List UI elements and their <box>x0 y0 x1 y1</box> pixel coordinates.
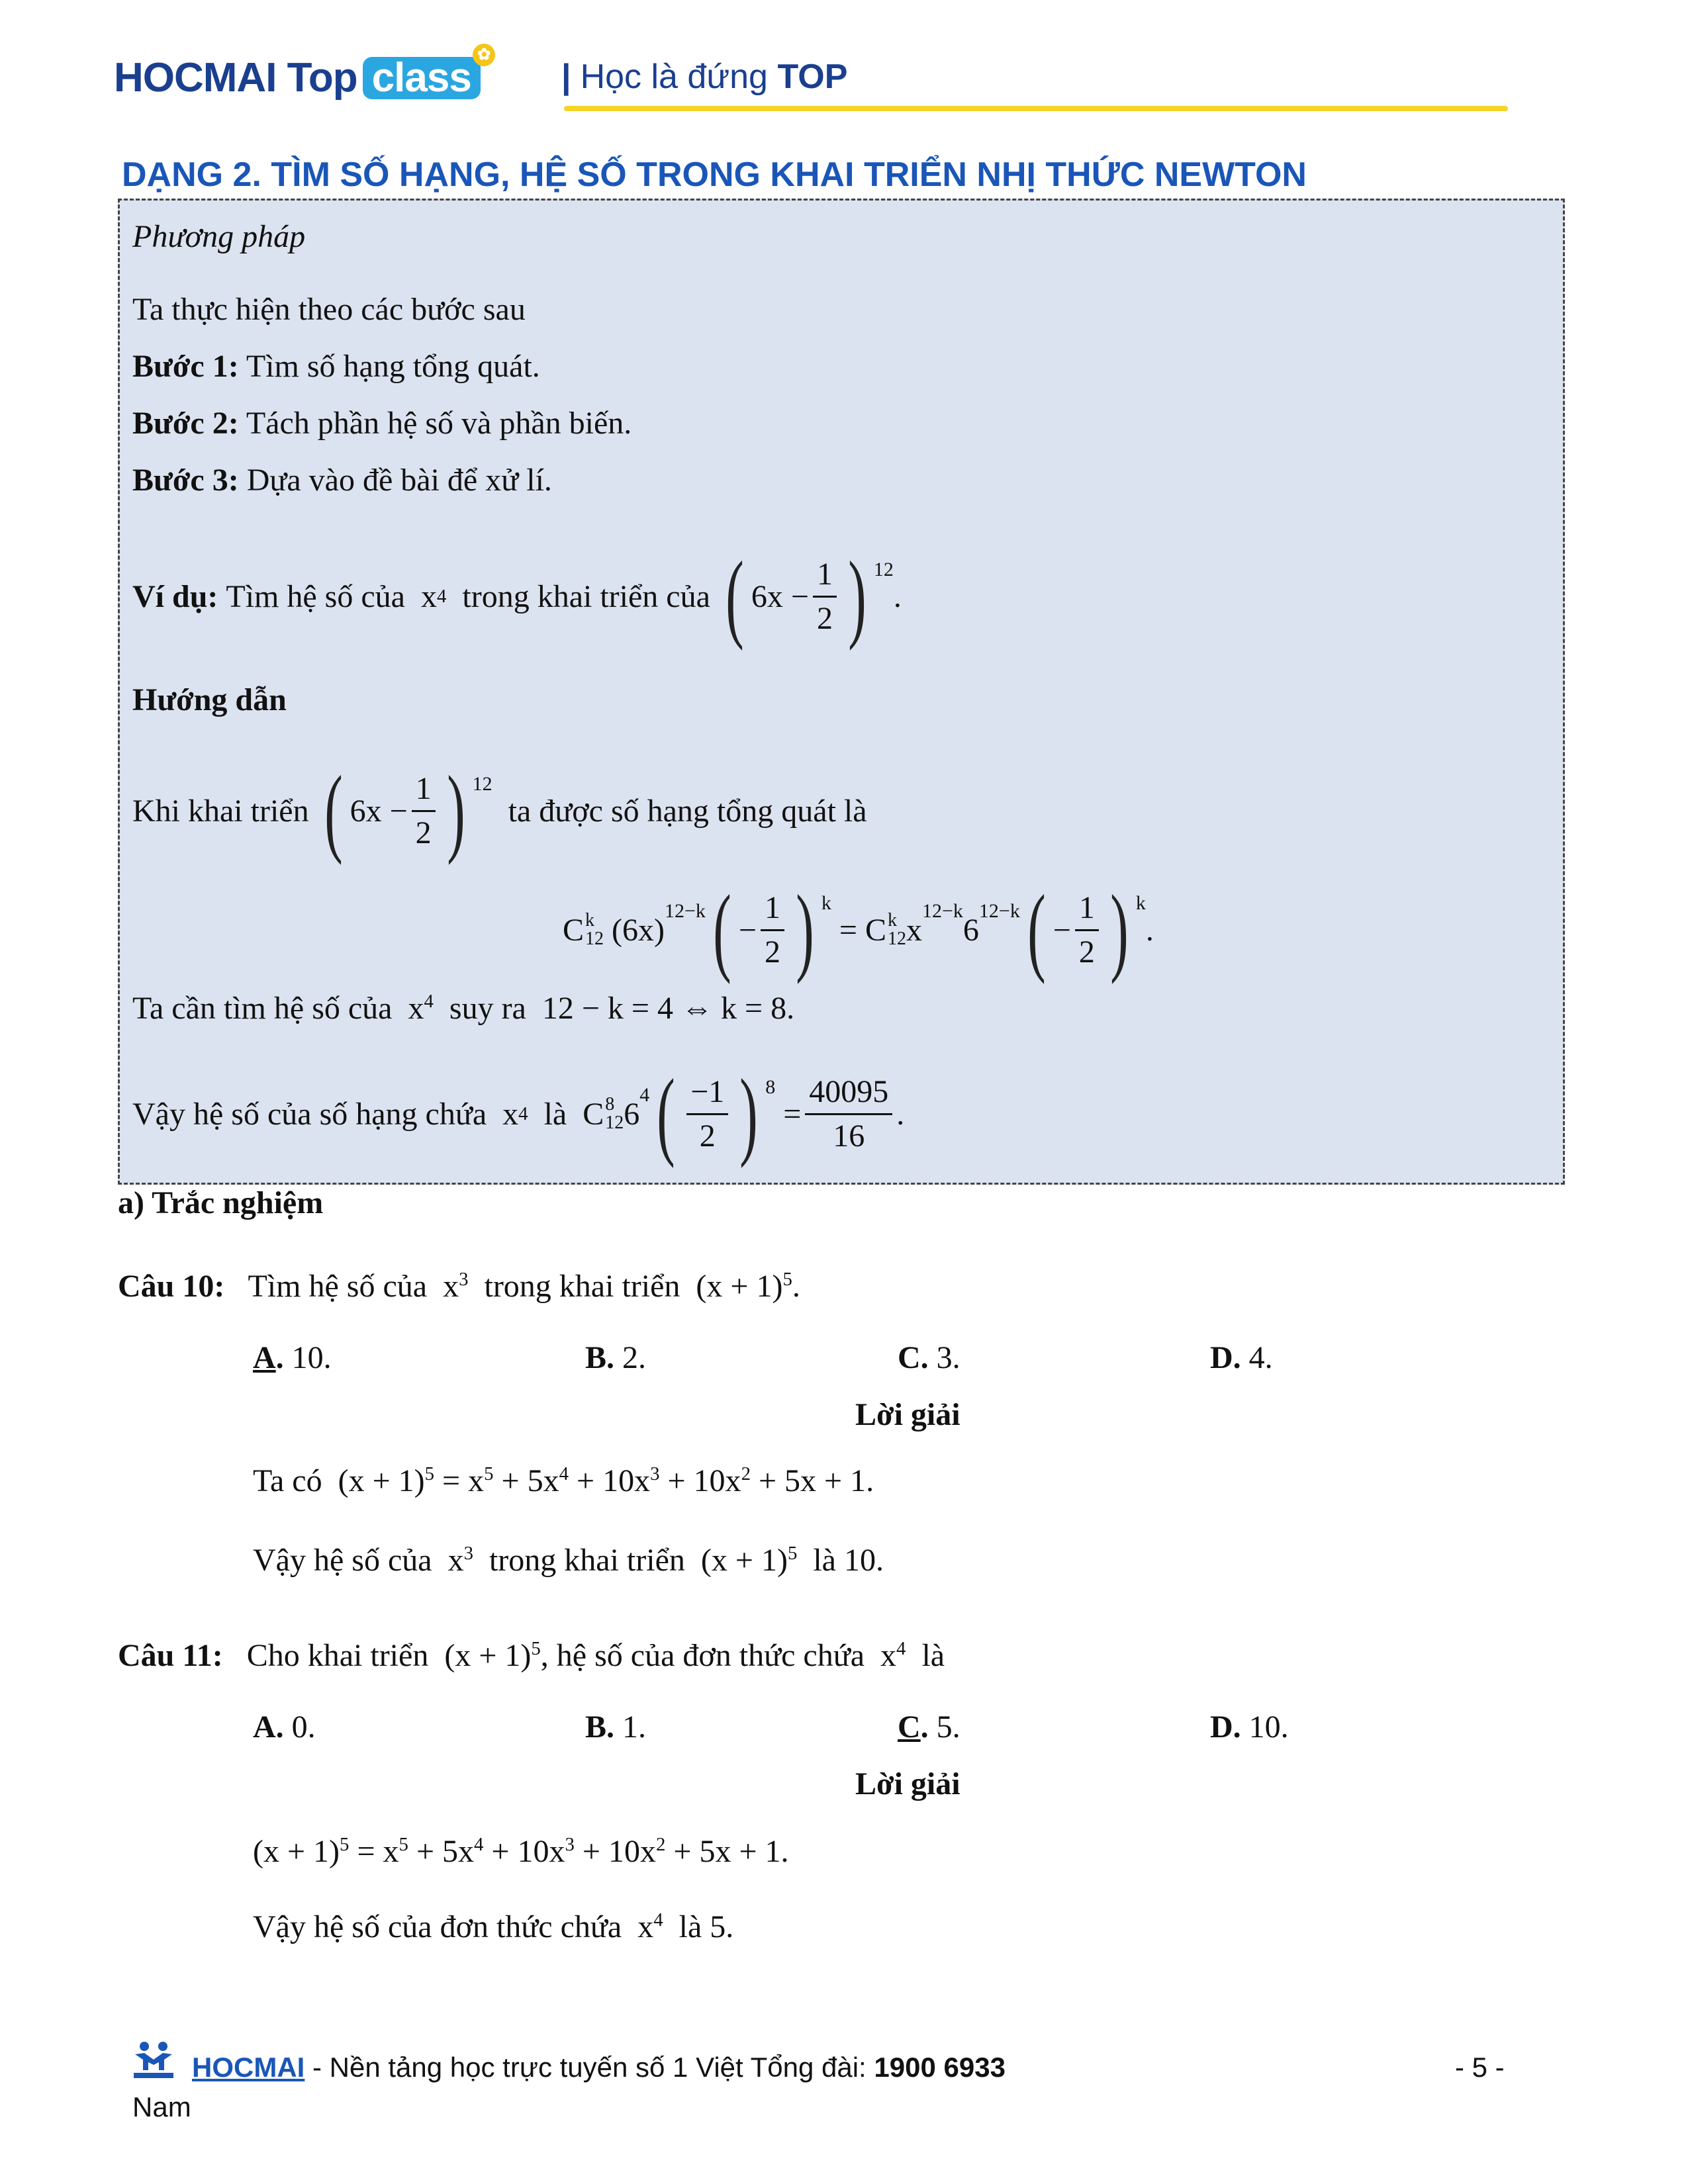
guide-line3-a: Ta cần tìm hệ số của <box>132 991 393 1026</box>
q11-solution-heading <box>855 1766 961 1802</box>
header-underline <box>564 106 1508 111</box>
footer-wrap-text: Nam <box>132 2091 191 2122</box>
section-title: DẠNG 2. TÌM SỐ HẠNG, HỆ SỐ TRONG KHAI TRIỂN NHỊ THỨC NEWTON <box>122 156 1307 194</box>
footer-brand-link[interactable]: HOCMAI <box>192 2052 305 2083</box>
guide-line1-a: Khi khai triển <box>132 793 309 829</box>
q10-option-b-letter: B <box>585 1340 607 1375</box>
general-term-formula: C k 12 (6x) 12−k ( − $\frac{1}{2}$ ) k = C k 12 x 12−k 6 12−k ( − $\frac{1}{2}$ ) k . <box>563 875 1154 985</box>
q10-option-a-letter: A <box>253 1340 276 1375</box>
step-2-text: Tách phần hệ số và phần biến. <box>246 406 632 441</box>
q11-solution-heading-text: Lời giải <box>855 1766 961 1801</box>
guide-line-3: Ta cần tìm hệ số của $x^4$ suy ra 12 − k = 4 ⇔ k = 8. <box>132 991 795 1026</box>
step-1-label: Bước 1: <box>132 349 239 384</box>
q10-solution-heading <box>855 1396 961 1433</box>
q10-label: Câu 10: <box>118 1269 225 1304</box>
q10-text-a: Tìm hệ số của <box>248 1269 428 1304</box>
section-a-heading <box>118 1185 323 1221</box>
guide-heading <box>132 682 287 718</box>
section-a-text: a) Trắc nghiệm <box>118 1185 324 1220</box>
q10-option-c[interactable]: C. 3. <box>898 1340 961 1375</box>
q11-option-b-value: 1. <box>622 1709 647 1745</box>
q11-option-c-value: 5. <box>936 1709 961 1745</box>
example-line: Ví dụ: Tìm hệ số của x 4 trong khai triển của ( 6x − $\frac{1}{2}$ ) 12 . <box>132 541 902 651</box>
guide-line-4: Vậy hệ số của số hạng chứa x 4 là C 8 12 6 4 ( $\frac{-1}{2}$ ) 8 = $\frac{40095}{16}$ . <box>132 1059 905 1169</box>
brand-logo <box>114 46 491 101</box>
guide-heading-text: Hướng dẫn <box>132 682 287 717</box>
q10-solution-conclusion: Vậy hệ số của $x^3$ trong khai triển $(x + 1)^5$ là 10. <box>253 1543 884 1578</box>
example-mid: trong khai triển của <box>462 578 710 614</box>
q11-option-d[interactable]: D. 10. <box>1210 1709 1289 1745</box>
q11-label: Câu 11: <box>118 1638 223 1673</box>
guide-line1-b: ta được số hạng tổng quát là <box>508 793 867 829</box>
logo-top: Top <box>287 55 357 101</box>
slogan-prefix: Học là đứng <box>580 58 768 96</box>
q10-option-a-value: 10. <box>291 1340 332 1375</box>
q11-text-a: Cho khai triển <box>246 1638 429 1673</box>
hocmai-footer-icon <box>130 2040 177 2081</box>
q11-option-c[interactable]: C. 5. <box>898 1709 961 1745</box>
footer-hotline: 1900 6933 <box>874 2052 1006 2083</box>
step-2-label: Bước 2: <box>132 406 239 441</box>
method-box <box>118 199 1565 1185</box>
logo-class-text: class <box>371 55 471 101</box>
footer-text <box>192 2052 1006 2083</box>
q11-option-a-letter: A <box>253 1709 276 1745</box>
q10-sol-prefix: Ta có <box>253 1463 322 1498</box>
q10-option-d-value: 4. <box>1248 1340 1273 1375</box>
logo-class-badge <box>363 46 491 101</box>
question-10: Câu 10: Tìm hệ số của $x^3$ trong khai triển $(x + 1)^5$. <box>118 1269 800 1304</box>
q10-option-d-letter: D <box>1210 1340 1233 1375</box>
result-numerator: 40095 <box>805 1076 892 1115</box>
guide-line-1: Khi khai triển ( 6x − $\frac{1}{2}$ ) 12 ta được số hạng tổng quát là <box>132 756 867 866</box>
q10-solution-heading-text: Lời giải <box>855 1397 961 1432</box>
method-heading: Phương pháp <box>132 219 306 254</box>
result-denominator: 16 <box>833 1118 865 1154</box>
q10-option-c-value: 3. <box>936 1340 961 1375</box>
q10-concl-a: Vậy hệ số của <box>253 1543 432 1578</box>
page-number: - 5 - <box>1455 2052 1505 2083</box>
q10-solution-expansion: Ta có $(x + 1)^5 = x^5 + 5x^4 + 10x^3 + 10x^2 + 5x + 1$. <box>253 1463 874 1498</box>
q10-concl-b: trong khai triển <box>489 1543 685 1578</box>
star-icon: ✿ <box>473 44 495 66</box>
q11-option-b[interactable]: B. 1. <box>585 1709 647 1745</box>
q10-option-b[interactable]: B. 2. <box>585 1340 647 1375</box>
q11-option-a-value: 0. <box>291 1709 316 1745</box>
q11-text-b: , hệ số của đơn thức chứa <box>540 1638 865 1673</box>
step-1-text: Tìm số hạng tổng quát. <box>246 349 540 384</box>
guide-line3-b: suy ra <box>449 991 526 1026</box>
slogan-strong: TOP <box>777 58 848 96</box>
q10-option-a[interactable]: A. 10. <box>253 1340 332 1375</box>
q11-option-a[interactable]: A. 0. <box>253 1709 316 1745</box>
q10-text-b: trong khai triển <box>484 1269 680 1304</box>
q11-text-c: là <box>921 1638 945 1673</box>
step-3-label: Bước 3: <box>132 463 239 498</box>
q11-concl-b: là 5. <box>679 1909 734 1944</box>
q11-option-c-letter: C <box>898 1709 921 1745</box>
step-3-text: Dựa vào đề bài để xử lí. <box>246 463 552 498</box>
q11-solution-conclusion: Vậy hệ số của đơn thức chứa $x^4$ là 5. <box>253 1909 734 1944</box>
q10-concl-c: là 10. <box>813 1543 884 1578</box>
method-intro: Ta thực hiện theo các bước sau <box>132 292 526 327</box>
q11-option-b-letter: B <box>585 1709 607 1745</box>
guide-line4-b: là <box>543 1096 567 1132</box>
footer-tagline: - Nền tảng học trực tuyến số 1 Việt Tổng đài: <box>305 2052 874 2083</box>
q10-option-d[interactable]: D. 4. <box>1210 1340 1273 1375</box>
q11-option-d-value: 10. <box>1248 1709 1289 1745</box>
guide-line4-a: Vậy hệ số của số hạng chứa <box>132 1096 487 1132</box>
step-3 <box>132 462 552 498</box>
step-1 <box>132 348 540 385</box>
step-2 <box>132 405 632 441</box>
slogan-divider: | <box>561 58 571 96</box>
q11-option-d-letter: D <box>1210 1709 1233 1745</box>
example-label: Ví dụ: <box>132 578 218 614</box>
q11-concl-a: Vậy hệ số của đơn thức chứa <box>253 1909 622 1944</box>
q10-option-b-value: 2. <box>622 1340 647 1375</box>
question-11: Câu 11: Cho khai triển $(x + 1)^5$, hệ số của đơn thức chứa $x^4$ là <box>118 1638 945 1673</box>
logo-word: HOCMAI <box>114 55 277 101</box>
q11-solution-expansion: $(x + 1)^5 = x^5 + 5x^4 + 10x^3 + 10x^2 + 5x + 1$. <box>253 1834 789 1869</box>
q10-option-c-letter: C <box>898 1340 921 1375</box>
example-text: Tìm hệ số của <box>226 578 405 614</box>
slogan <box>561 57 847 97</box>
